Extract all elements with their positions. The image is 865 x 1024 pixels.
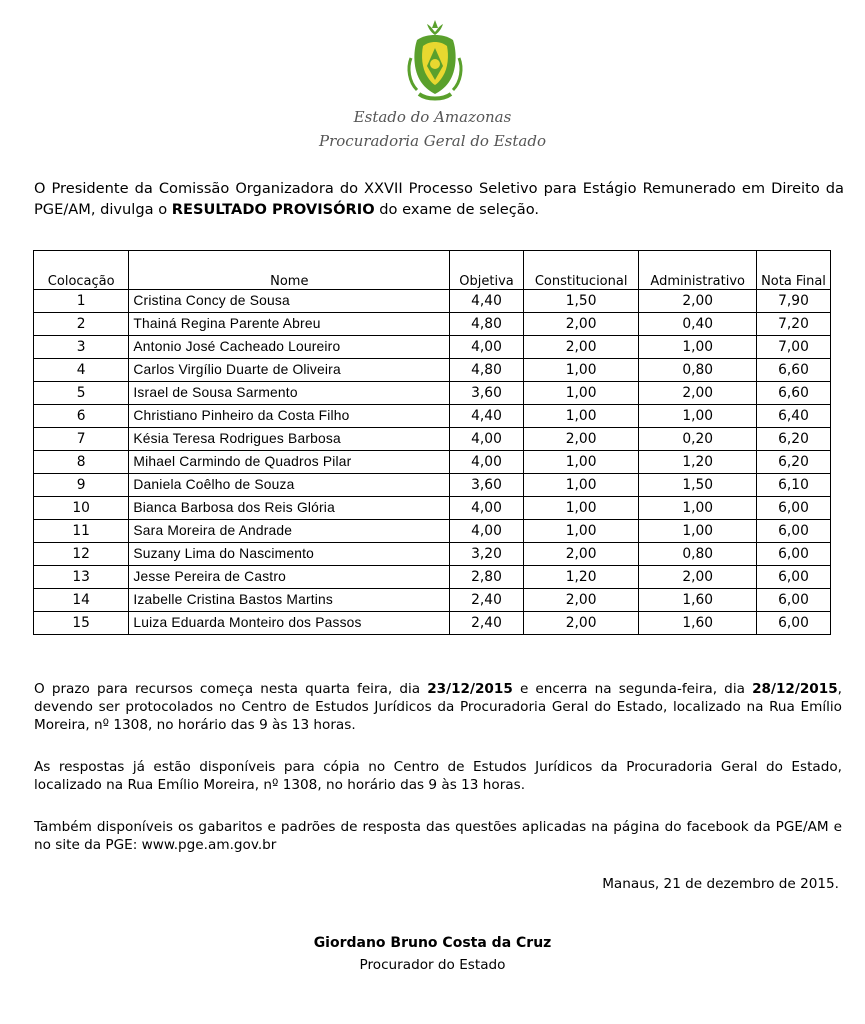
- intro-text-end: do exame de seleção.: [374, 201, 540, 218]
- constitutional-score-cell: 2,00: [523, 336, 639, 359]
- table-row: [34, 543, 831, 566]
- constitutional-score-cell: 2,00: [523, 313, 639, 336]
- para-text: e encerra na segunda-feira, dia: [512, 681, 753, 697]
- header-state-name: Estado do Amazonas: [353, 108, 512, 126]
- name-cell: Carlos Virgílio Duarte de Oliveira: [129, 359, 450, 382]
- answer-keys-paragraph: Também disponíveis os gabaritos e padrões de resposta das questões aplicadas na página do facebook da PGE/AM e no site da PGE: www.pge.am.gov.br: [34, 819, 842, 853]
- rank-cell: 5: [34, 382, 129, 405]
- constitutional-score-cell: 1,00: [523, 497, 639, 520]
- final-score-cell: 6,40: [756, 405, 830, 428]
- rank-cell: 13: [34, 566, 129, 589]
- name-cell: Jesse Pereira de Castro: [129, 566, 450, 589]
- table-row: [34, 612, 831, 635]
- constitutional-score-cell: 1,00: [523, 520, 639, 543]
- column-header: Administrativo: [639, 251, 757, 290]
- column-header: Objetiva: [450, 251, 524, 290]
- administrative-score-cell: 2,00: [639, 566, 757, 589]
- objective-score-cell: 2,40: [450, 589, 524, 612]
- objective-score-cell: 4,00: [450, 336, 524, 359]
- administrative-score-cell: 1,00: [639, 497, 757, 520]
- administrative-score-cell: 1,60: [639, 589, 757, 612]
- rank-cell: 6: [34, 405, 129, 428]
- objective-score-cell: 2,40: [450, 612, 524, 635]
- answers-availability-paragraph: As respostas já estão disponíveis para cópia no Centro de Estudos Jurídicos da Procuradoria Geral do Estado, localizado na Rua Emílio Moreira, nº 1308, no horário das 9 às 13 horas.: [34, 759, 842, 793]
- final-score-cell: 7,00: [756, 336, 830, 359]
- objective-score-cell: 4,00: [450, 520, 524, 543]
- start-date: 23/12/2015: [427, 681, 513, 697]
- column-header: Nota Final: [756, 251, 830, 290]
- rank-cell: 7: [34, 428, 129, 451]
- name-cell: Christiano Pinheiro da Costa Filho: [129, 405, 450, 428]
- rank-cell: 9: [34, 474, 129, 497]
- name-cell: Luiza Eduarda Monteiro dos Passos: [129, 612, 450, 635]
- constitutional-score-cell: 1,00: [523, 405, 639, 428]
- objective-score-cell: 3,20: [450, 543, 524, 566]
- table-row: [34, 382, 831, 405]
- constitutional-score-cell: 1,20: [523, 566, 639, 589]
- name-cell: Sara Moreira de Andrade: [129, 520, 450, 543]
- objective-score-cell: 4,00: [450, 428, 524, 451]
- signer-role: Procurador do Estado: [359, 957, 506, 973]
- appeal-deadline-paragraph: [34, 680, 842, 734]
- column-header: Colocação: [34, 251, 129, 290]
- table-row: [34, 497, 831, 520]
- table-header-row: [34, 251, 831, 290]
- constitutional-score-cell: 1,50: [523, 290, 639, 313]
- administrative-score-cell: 2,00: [639, 290, 757, 313]
- column-header: Constitucional: [523, 251, 639, 290]
- header-agency-name: Procuradoria Geral do Estado: [319, 132, 546, 150]
- constitutional-score-cell: 1,00: [523, 474, 639, 497]
- intro-paragraph: [34, 178, 844, 220]
- name-cell: Bianca Barbosa dos Reis Glória: [129, 497, 450, 520]
- administrative-score-cell: 0,40: [639, 313, 757, 336]
- objective-score-cell: 4,80: [450, 359, 524, 382]
- rank-cell: 4: [34, 359, 129, 382]
- administrative-score-cell: 1,00: [639, 405, 757, 428]
- administrative-score-cell: 2,00: [639, 382, 757, 405]
- table-row: [34, 474, 831, 497]
- name-cell: Antonio José Cacheado Loureiro: [129, 336, 450, 359]
- constitutional-score-cell: 1,00: [523, 382, 639, 405]
- end-date: 28/12/2015: [752, 681, 838, 697]
- final-score-cell: 6,60: [756, 359, 830, 382]
- para-text: O prazo para recursos começa nesta quarta feira, dia: [34, 681, 428, 697]
- rank-cell: 3: [34, 336, 129, 359]
- constitutional-score-cell: 2,00: [523, 589, 639, 612]
- objective-score-cell: 4,40: [450, 290, 524, 313]
- final-score-cell: 6,60: [756, 382, 830, 405]
- amazonas-coat-of-arms-icon: [405, 18, 465, 104]
- administrative-score-cell: 1,20: [639, 451, 757, 474]
- final-score-cell: 6,00: [756, 589, 830, 612]
- para-text: , devendo ser protocolados no Centro de Estudos Jurídicos da Procuradoria Geral do Estado, localizado na Rua Emílio Moreira, nº 1308, no horário das 9 às 13 horas.: [34, 681, 842, 733]
- administrative-score-cell: 0,80: [639, 359, 757, 382]
- rank-cell: 10: [34, 497, 129, 520]
- objective-score-cell: 4,00: [450, 497, 524, 520]
- intro-text: O Presidente da Comissão Organizadora do XXVII Processo Seletivo para Estágio Remunerado em Direito da PGE/AM, divulga o: [34, 180, 844, 218]
- objective-score-cell: 4,40: [450, 405, 524, 428]
- rank-cell: 8: [34, 451, 129, 474]
- final-score-cell: 6,20: [756, 451, 830, 474]
- constitutional-score-cell: 2,00: [523, 543, 639, 566]
- administrative-score-cell: 1,60: [639, 612, 757, 635]
- objective-score-cell: 2,80: [450, 566, 524, 589]
- administrative-score-cell: 0,80: [639, 543, 757, 566]
- table-row: [34, 451, 831, 474]
- final-score-cell: 6,00: [756, 612, 830, 635]
- rank-cell: 14: [34, 589, 129, 612]
- name-cell: Késia Teresa Rodrigues Barbosa: [129, 428, 450, 451]
- final-score-cell: 6,00: [756, 543, 830, 566]
- table-row: [34, 520, 831, 543]
- signer-name: Giordano Bruno Costa da Cruz: [313, 935, 552, 951]
- rank-cell: 12: [34, 543, 129, 566]
- table-row: [34, 336, 831, 359]
- constitutional-score-cell: 2,00: [523, 428, 639, 451]
- table-row: [34, 290, 831, 313]
- name-cell: Israel de Sousa Sarmento: [129, 382, 450, 405]
- objective-score-cell: 4,80: [450, 313, 524, 336]
- administrative-score-cell: 0,20: [639, 428, 757, 451]
- objective-score-cell: 4,00: [450, 451, 524, 474]
- administrative-score-cell: 1,00: [639, 336, 757, 359]
- table-row: [34, 359, 831, 382]
- name-cell: Thainá Regina Parente Abreu: [129, 313, 450, 336]
- rank-cell: 11: [34, 520, 129, 543]
- table-row: [34, 428, 831, 451]
- administrative-score-cell: 1,50: [639, 474, 757, 497]
- name-cell: Mihael Carmindo de Quadros Pilar: [129, 451, 450, 474]
- table-row: [34, 589, 831, 612]
- objective-score-cell: 3,60: [450, 382, 524, 405]
- final-score-cell: 7,20: [756, 313, 830, 336]
- final-score-cell: 6,20: [756, 428, 830, 451]
- name-cell: Suzany Lima do Nascimento: [129, 543, 450, 566]
- name-cell: Daniela Coêlho de Souza: [129, 474, 450, 497]
- name-cell: Cristina Concy de Sousa: [129, 290, 450, 313]
- table-row: [34, 313, 831, 336]
- table-row: [34, 405, 831, 428]
- rank-cell: 15: [34, 612, 129, 635]
- column-header: Nome: [129, 251, 450, 290]
- document-date: Manaus, 21 de dezembro de 2015.: [602, 876, 839, 892]
- results-table: [33, 250, 831, 635]
- constitutional-score-cell: 1,00: [523, 359, 639, 382]
- rank-cell: 1: [34, 290, 129, 313]
- final-score-cell: 7,90: [756, 290, 830, 313]
- constitutional-score-cell: 2,00: [523, 612, 639, 635]
- objective-score-cell: 3,60: [450, 474, 524, 497]
- final-score-cell: 6,00: [756, 520, 830, 543]
- final-score-cell: 6,00: [756, 566, 830, 589]
- final-score-cell: 6,10: [756, 474, 830, 497]
- administrative-score-cell: 1,00: [639, 520, 757, 543]
- constitutional-score-cell: 1,00: [523, 451, 639, 474]
- rank-cell: 2: [34, 313, 129, 336]
- table-row: [34, 566, 831, 589]
- intro-highlight: RESULTADO PROVISÓRIO: [171, 201, 375, 218]
- final-score-cell: 6,00: [756, 497, 830, 520]
- name-cell: Izabelle Cristina Bastos Martins: [129, 589, 450, 612]
